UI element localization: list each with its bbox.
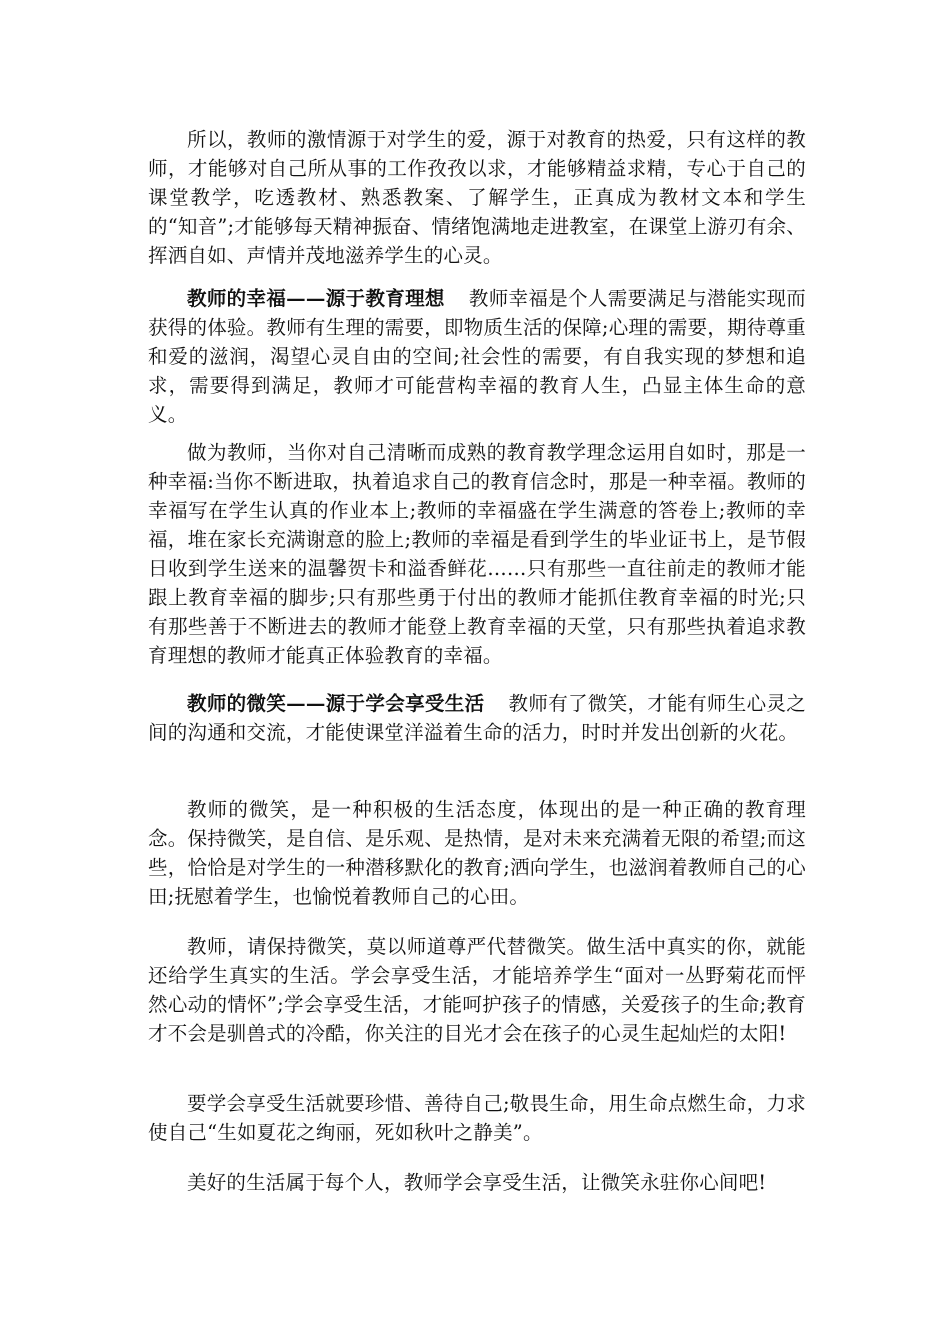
paragraph-6-text: 教师，请保持微笑，莫以师道尊严代替微笑。做生活中真实的你，就能还给学生真实的生活。学会享受生活，才能培养学生“面对一丛野菊花而怦然心动的情怀”;学会享受生活，才能呵护孩子的情感，关爱孩子的生命;教育才不会是驯兽式的冷酷，你关注的目光才会在孩子的心灵生起灿烂的太阳! [148,935,806,1045]
paragraph-5-text: 教师的微笑，是一种积极的生活态度，体现出的是一种正确的教育理念。保持微笑，是自信、是乐观、是热情，是对未来充满着无限的希望;而这些，恰恰是对学生的一种潜移默化的教育;洒向学生，也滋润着教师自己的心田;抚慰着学生，也愉悦着教师自己的心田。 [148,798,806,908]
paragraph-7-text: 要学会享受生活就要珍惜、善待自己;敬畏生命，用生命点燃生命，力求使自己“生如夏花之绚丽，死如秋叶之静美”。 [148,1092,806,1144]
paragraph-7 [148,1089,806,1147]
paragraph-2 [148,284,806,429]
paragraph-8 [148,1168,806,1197]
section-heading-smile: 教师的微笑——源于学会享受生活 [187,692,485,715]
paragraph-8-text: 美好的生活属于每个人，教师学会享受生活，让微笑永驻你心间吧! [187,1171,767,1194]
paragraph-4-text: 教师有了微笑，才能有师生心灵之间的沟通和交流，才能使课堂洋溢着生命的活力，时时并发出创新的火花。 [148,692,806,744]
paragraph-1 [148,125,806,270]
paragraph-6 [148,932,806,1048]
paragraph-4 [148,689,806,747]
paragraph-5 [148,795,806,911]
paragraph-1-text: 所以，教师的激情源于对学生的爱，源于对教育的热爱，只有这样的教师，才能够对自己所从事的工作孜孜以求，才能够精益求精，专心于自己的课堂教学，吃透教材、熟悉教案、了解学生，正真成为教材文本和学生的“知音”;才能够每天精神振奋、情绪饱满地走进教室，在课堂上游刃有余、挥洒自如、声情并茂地滋养学生的心灵。 [148,128,806,267]
paragraph-3 [148,438,806,670]
paragraph-2-text: 教师幸福是个人需要满足与潜能实现而获得的体验。教师有生理的需要，即物质生活的保障;心理的需要，期待尊重和爱的滋润，渴望心灵自由的空间;社会性的需要，有自我实现的梦想和追求，需要得到满足，教师才可能营构幸福的教育人生，凸显主体生命的意义。 [148,287,806,426]
paragraph-3-text: 做为教师，当你对自己清晰而成熟的教育教学理念运用自如时，那是一种幸福:当你不断进取，执着追求自己的教育信念时，那是一种幸福。教师的幸福写在学生认真的作业本上;教师的幸福盛在学生满意的答卷上;教师的幸福，堆在家长充满谢意的脸上;教师的幸福是看到学生的毕业证书上，是节假日收到学生送来的温馨贺卡和溢香鲜花……只有那些一直往前走的教师才能跟上教育幸福的脚步;只有那些勇于付出的教师才能抓住教育幸福的时光;只有那些善于不断进去的教师才能登上教育幸福的天堂，只有那些执着追求教育理想的教师才能真正体验教育的幸福。 [148,441,806,667]
section-heading-happiness: 教师的幸福——源于教育理想 [187,287,445,310]
